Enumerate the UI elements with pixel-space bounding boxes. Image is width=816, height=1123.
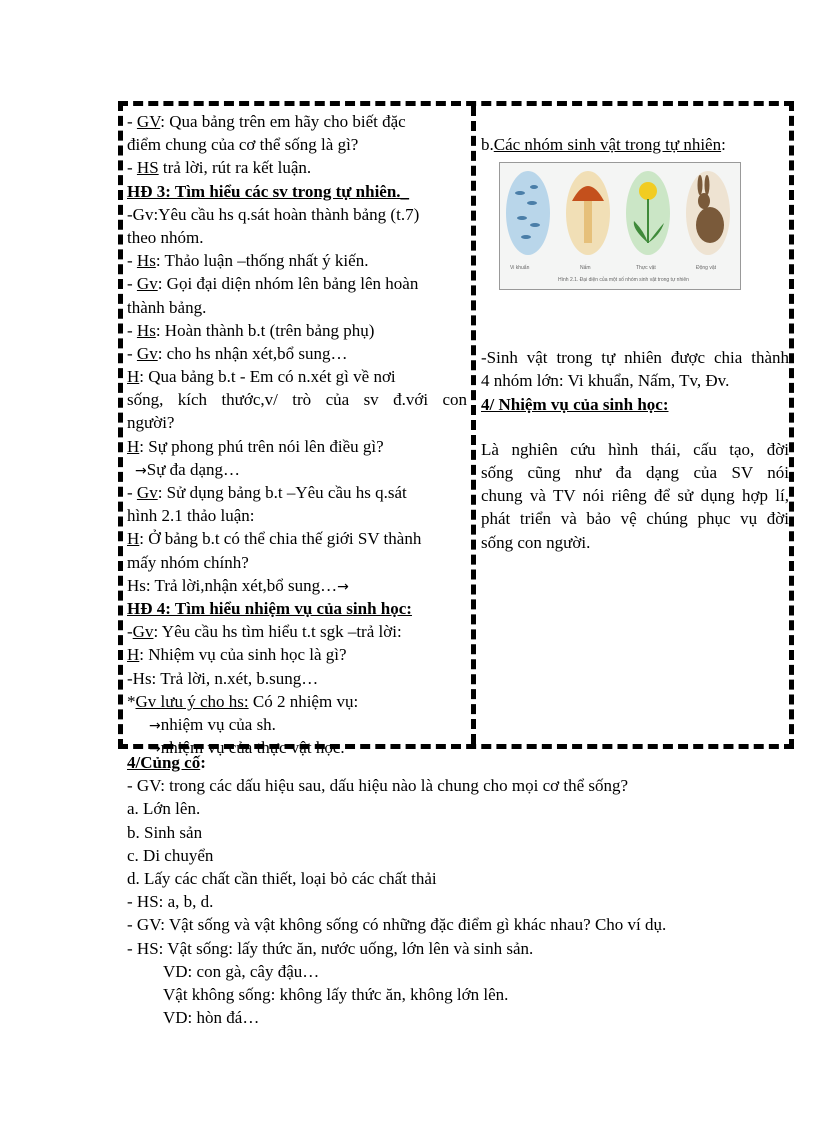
- column-divider: [471, 106, 476, 744]
- option: c. Di chuyển: [127, 845, 214, 865]
- organism-illustration: [500, 163, 740, 289]
- line: - GV: Qua bảng trên em hãy cho biết đặc: [127, 112, 406, 131]
- line: Hs: Trả lời,nhận xét,bổ sung…→: [127, 575, 349, 595]
- line: -Gv:Yêu cầu hs q.sát hoàn thành bảng (t.7): [127, 204, 420, 224]
- option: b. Sinh sản: [127, 822, 203, 842]
- line: Là nghiên cứu hình thái, cấu tạo, đời: [481, 439, 789, 459]
- line: - Gv: Sử dụng bảng b.t –Yêu cầu hs q.sát: [127, 483, 407, 502]
- figure-label: Vi khuẩn: [510, 265, 530, 272]
- bacteria-panel: [506, 171, 550, 255]
- line: - Gv: cho hs nhận xét,bổ sung…: [127, 343, 348, 363]
- line: sống con người.: [481, 532, 591, 552]
- line: -Gv: Yêu cầu hs tìm hiểu t.t sgk –trả lời:: [127, 622, 402, 642]
- right-column: [481, 110, 789, 554]
- line: phát triển và bảo vệ chúng phục vụ đời: [481, 509, 789, 529]
- example: VD: con gà, cây đậu…: [163, 961, 320, 981]
- answer: - HS: a, b, d.: [127, 892, 214, 912]
- arrow-icon: →: [149, 741, 161, 758]
- option: d. Lấy các chất cần thiết, loại bỏ các chất thải: [127, 868, 437, 888]
- line: người?: [127, 413, 175, 433]
- organism-groups-figure: [499, 162, 741, 290]
- question: - GV: Vật sống và vật không sống có những đặc điểm gì khác nhau? Cho ví dụ.: [127, 915, 667, 935]
- example: VD: hòn đá…: [163, 1008, 260, 1028]
- line: →nhiệm vụ của thực vật học.: [149, 738, 345, 758]
- line: →Sự đa dạng…: [135, 459, 240, 479]
- lesson-table: [118, 101, 794, 758]
- line: H: Qua bảng b.t - Em có n.xét gì về nơi: [127, 367, 396, 387]
- line: theo nhóm.: [127, 227, 204, 247]
- figure-label: Nấm: [580, 265, 591, 272]
- line: -Sinh vật trong tự nhiên được chia thành: [481, 348, 789, 368]
- line: H: Nhiệm vụ của sinh học là gì?: [127, 645, 347, 665]
- option: a. Lớn lên.: [127, 799, 201, 819]
- figure-caption: Hình 2.1. Đại diện của một số nhóm sinh vật trong tự nhiên: [558, 277, 689, 284]
- line: H: Sự phong phú trên nói lên điều gì?: [127, 436, 384, 456]
- figure-label: Động vật: [696, 265, 717, 272]
- line: sống cũng như đa dạng của SV nói: [481, 462, 789, 482]
- section-heading-b: b.Các nhóm sinh vật trong tự nhiên:: [481, 135, 726, 154]
- line: →nhiệm vụ của sh.: [149, 714, 276, 734]
- line: - Gv: Gọi đại diện nhóm lên bảng lên hoàn: [127, 274, 419, 294]
- section-heading: 4/Củng cố:: [127, 753, 206, 772]
- section-heading-4: 4/ Nhiệm vụ của sinh học:: [481, 394, 669, 414]
- figure-label: Thực vật: [636, 265, 656, 272]
- line: - Hs: Hoàn thành b.t (trên bảng phụ): [127, 320, 375, 340]
- line: - HS trả lời, rút ra kết luận.: [127, 158, 312, 178]
- activity-heading-4: HĐ 4: Tìm hiểu nhiệm vụ của sinh học:: [127, 598, 412, 618]
- line: sống, kích thước,v/ trò của sv đ.với con: [127, 390, 467, 410]
- arrow-icon: →: [135, 462, 147, 479]
- line: - Hs: Thảo luận –thống nhất ý kiến.: [127, 251, 369, 271]
- answer-line: Vật không sống: không lấy thức ăn, không lớn lên.: [163, 984, 509, 1004]
- line: mấy nhóm chính?: [127, 552, 249, 572]
- answer: - HS: Vật sống: lấy thức ăn, nước uống, lớn lên và sinh sản.: [127, 938, 534, 958]
- line: hình 2.1 thảo luận:: [127, 506, 255, 526]
- left-column: [127, 110, 467, 759]
- arrow-icon: →: [149, 717, 161, 734]
- line: 4 nhóm lớn: Vi khuẩn, Nấm, Tv, Đv.: [481, 371, 730, 391]
- line: H: Ở bảng b.t có thể chia thế giới SV thành: [127, 529, 422, 549]
- line: chung và TV nói riêng để sử dụng hợp lí,: [481, 486, 789, 506]
- line: -Hs: Trả lời, n.xét, b.sung…: [127, 668, 319, 688]
- question: - GV: trong các dấu hiệu sau, dấu hiệu nào là chung cho mọi cơ thể sống?: [127, 776, 629, 796]
- arrow-icon: →: [337, 578, 349, 595]
- line: *Gv lưu ý cho hs: Có 2 nhiệm vụ:: [127, 691, 359, 711]
- line: thành bảng.: [127, 297, 207, 317]
- line: điểm chung của cơ thể sống là gì?: [127, 135, 359, 155]
- consolidation-section: [127, 751, 787, 1029]
- activity-heading-3: HĐ 3: Tìm hiểu các sv trong tự nhiên._: [127, 181, 410, 201]
